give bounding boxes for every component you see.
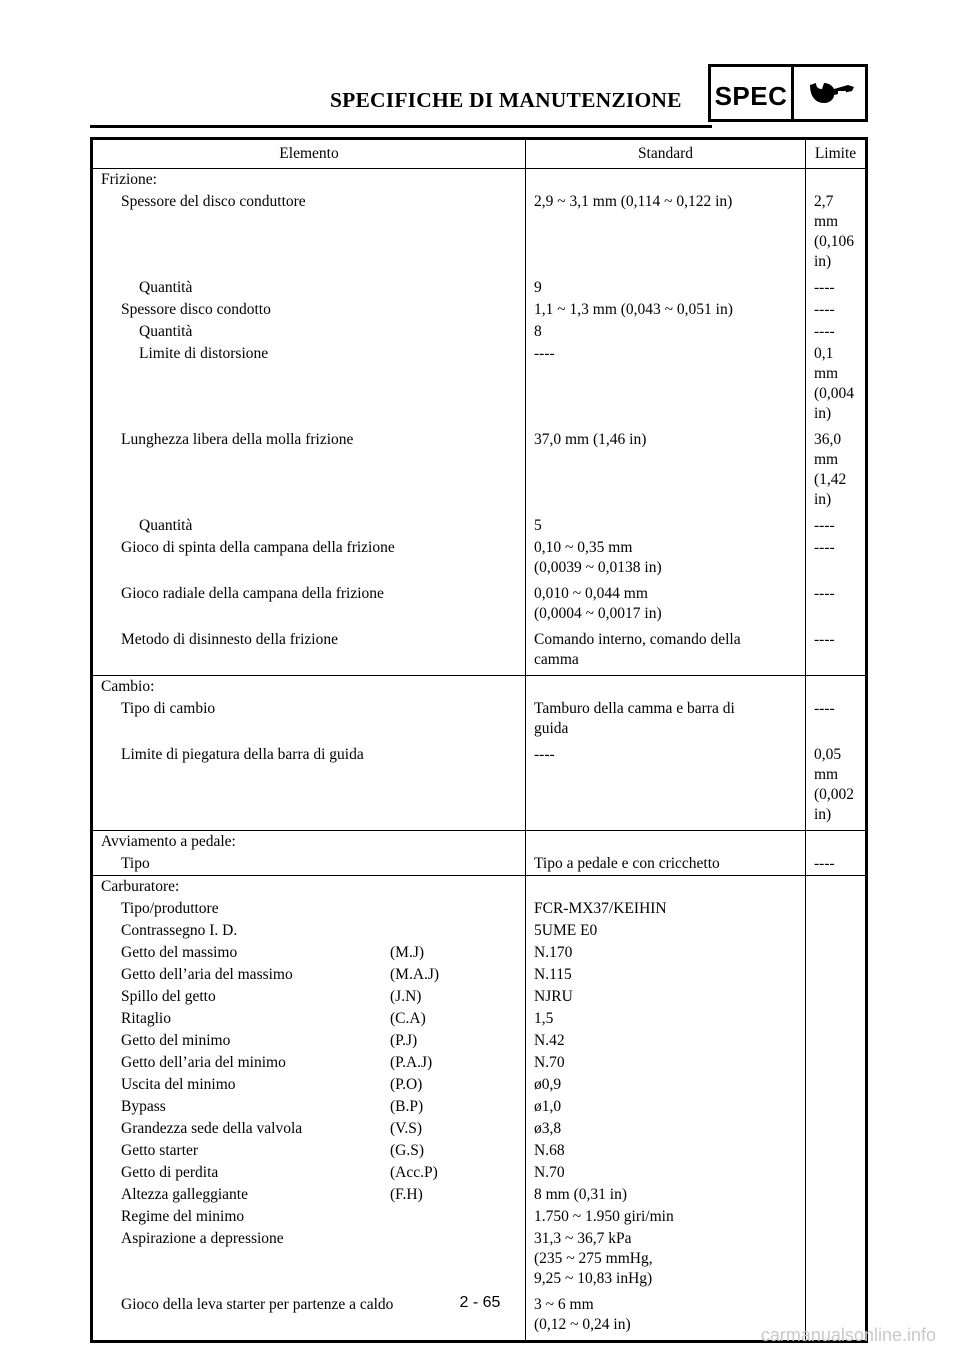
item-code: (F.H)	[390, 1186, 423, 1203]
limit-cell	[806, 629, 867, 676]
item-label: Getto di perdita	[121, 1164, 219, 1181]
header-rule	[90, 125, 712, 128]
item-label: Ritaglio	[121, 1010, 171, 1027]
standard-cell	[526, 515, 806, 537]
item-label: Aspirazione a depressione	[121, 1230, 284, 1247]
table-row	[92, 942, 867, 964]
item-cell	[92, 1162, 526, 1184]
page-number: 2 - 65	[459, 1294, 501, 1311]
table-row	[92, 583, 867, 629]
item-label: Contrassegno I. D.	[121, 922, 238, 939]
limit-cell	[806, 583, 867, 629]
page-title: SPECIFICHE DI MANUTENZIONE	[330, 88, 682, 112]
limit-cell	[806, 920, 867, 942]
standard-cell	[526, 321, 806, 343]
section-row	[92, 676, 867, 699]
item-label: Bypass	[121, 1098, 166, 1115]
table-row	[92, 321, 867, 343]
table-row	[92, 1228, 867, 1294]
spec-badge-label: SPEC	[714, 81, 788, 111]
limit-value: ----	[814, 585, 835, 602]
table-row	[92, 1184, 867, 1206]
standard-value: N.170	[534, 944, 573, 961]
column-header-elemento: Elemento	[92, 139, 526, 169]
standard-value: Comando interno, comando della	[534, 631, 741, 648]
item-label: Altezza galleggiante	[121, 1186, 248, 1203]
item-label: Gioco della leva starter per partenze a caldo	[121, 1296, 394, 1313]
section-row	[92, 169, 867, 192]
standard-value: 1.750 ~ 1.950 giri/min	[534, 1208, 674, 1225]
item-cell	[92, 898, 526, 920]
section-title: Frizione:	[92, 169, 526, 192]
limit-cell	[806, 853, 867, 876]
table-row	[92, 299, 867, 321]
standard-value: camma	[534, 651, 579, 668]
item-label: Getto dell’aria del minimo	[121, 1054, 286, 1071]
watermark: carmanualsonline.info	[760, 1325, 936, 1345]
limit-value: ----	[814, 323, 835, 340]
standard-value: 0,010 ~ 0,044 mm	[534, 585, 648, 602]
item-cell	[92, 853, 526, 876]
limit-cell	[806, 1206, 867, 1228]
limit-cell	[806, 1118, 867, 1140]
limit-cell	[806, 698, 867, 744]
item-label: Regime del minimo	[121, 1208, 245, 1225]
section-title: Cambio:	[92, 676, 526, 699]
table-header-row	[92, 139, 867, 169]
standard-cell	[526, 853, 806, 876]
item-cell	[92, 583, 526, 629]
standard-value: N.115	[534, 966, 572, 983]
table-row	[92, 698, 867, 744]
standard-cell	[526, 537, 806, 583]
spec-table	[90, 137, 868, 1343]
standard-value: ----	[534, 345, 555, 362]
empty-cell	[806, 876, 867, 899]
limit-value: ----	[814, 279, 835, 296]
item-code: (J.N)	[390, 988, 422, 1005]
standard-value: N.70	[534, 1164, 565, 1181]
limit-value: ----	[814, 855, 835, 872]
item-label: Getto del minimo	[121, 1032, 231, 1049]
item-label: Getto del massimo	[121, 944, 238, 961]
standard-value: Tipo a pedale e con cricchetto	[534, 855, 720, 872]
item-cell	[92, 1096, 526, 1118]
standard-cell	[526, 1206, 806, 1228]
standard-value: Tamburo della camma e barra di	[534, 700, 735, 717]
item-code: (V.S)	[390, 1120, 423, 1137]
limit-value: ----	[814, 301, 835, 318]
table-row	[92, 1140, 867, 1162]
item-label: Spessore del disco conduttore	[121, 193, 306, 210]
table-row	[92, 1118, 867, 1140]
item-code: (P.O)	[390, 1076, 423, 1093]
item-cell	[92, 1140, 526, 1162]
item-label: Spillo del getto	[121, 988, 216, 1005]
limit-cell	[806, 942, 867, 964]
limit-value: 2,7 mm	[814, 193, 839, 230]
limit-cell	[806, 1030, 867, 1052]
empty-cell	[806, 831, 867, 854]
table-row	[92, 920, 867, 942]
standard-cell	[526, 1140, 806, 1162]
table-row	[92, 744, 867, 831]
table-row	[92, 537, 867, 583]
item-cell	[92, 920, 526, 942]
item-code: (Acc.P)	[390, 1164, 438, 1181]
item-cell	[92, 537, 526, 583]
table-row	[92, 1030, 867, 1052]
standard-cell	[526, 1074, 806, 1096]
item-label: Tipo di cambio	[121, 700, 216, 717]
standard-cell	[526, 1162, 806, 1184]
limit-cell	[806, 191, 867, 277]
standard-value: guida	[534, 720, 569, 737]
limit-cell	[806, 964, 867, 986]
standard-value: ----	[534, 746, 555, 763]
standard-value: ø3,8	[534, 1120, 562, 1137]
item-code: (M.J)	[390, 944, 425, 961]
item-label: Quantità	[139, 517, 193, 534]
wrench-icon	[808, 81, 856, 107]
limit-value: ----	[814, 631, 835, 648]
limit-cell	[806, 1096, 867, 1118]
empty-cell	[806, 676, 867, 699]
item-code: (C.A)	[390, 1010, 426, 1027]
table-row	[92, 853, 867, 876]
standard-cell	[526, 698, 806, 744]
table-row	[92, 515, 867, 537]
standard-value: ø0,9	[534, 1076, 562, 1093]
standard-cell	[526, 343, 806, 429]
limit-value: (0,106 in)	[814, 233, 855, 270]
spec-badge	[708, 64, 794, 122]
limit-value: 0,05 mm	[814, 746, 842, 783]
item-cell	[92, 515, 526, 537]
limit-cell	[806, 1052, 867, 1074]
item-label: Getto dell’aria del massimo	[121, 966, 293, 983]
item-cell	[92, 1052, 526, 1074]
item-label: Quantità	[139, 323, 193, 340]
standard-cell	[526, 277, 806, 299]
standard-value: 5UME E0	[534, 922, 598, 939]
table-row	[92, 1074, 867, 1096]
table-row	[92, 629, 867, 676]
empty-cell	[526, 676, 806, 699]
standard-cell	[526, 299, 806, 321]
item-cell	[92, 277, 526, 299]
standard-value: 31,3 ~ 36,7 kPa	[534, 1230, 632, 1247]
column-header-limite: Limite	[806, 139, 867, 169]
item-cell	[92, 429, 526, 515]
empty-cell	[806, 169, 867, 192]
item-cell	[92, 1008, 526, 1030]
standard-cell	[526, 942, 806, 964]
standard-value: 1,5	[534, 1010, 554, 1027]
table-row	[92, 277, 867, 299]
limit-cell	[806, 898, 867, 920]
standard-value: 0,10 ~ 0,35 mm	[534, 539, 633, 556]
item-label: Grandezza sede della valvola	[121, 1120, 303, 1137]
item-label: Lunghezza libera della molla frizione	[121, 431, 354, 448]
limit-value: 36,0 mm	[814, 431, 842, 468]
item-cell	[92, 629, 526, 676]
standard-cell	[526, 744, 806, 831]
limit-cell	[806, 1074, 867, 1096]
standard-value: (0,0039 ~ 0,0138 in)	[534, 559, 662, 576]
standard-value: (0,12 ~ 0,24 in)	[534, 1316, 631, 1333]
item-cell	[92, 1184, 526, 1206]
table-row	[92, 1096, 867, 1118]
limit-cell	[806, 277, 867, 299]
section-title: Carburatore:	[92, 876, 526, 899]
limit-cell	[806, 986, 867, 1008]
item-cell	[92, 343, 526, 429]
limit-value: (0,004 in)	[814, 385, 855, 422]
item-cell	[92, 942, 526, 964]
standard-value: N.70	[534, 1054, 565, 1071]
item-label: Limite di piegatura della barra di guida	[121, 746, 364, 763]
item-code: (P.A.J)	[390, 1054, 433, 1071]
item-cell	[92, 986, 526, 1008]
standard-cell	[526, 191, 806, 277]
table-row	[92, 343, 867, 429]
item-cell	[92, 1228, 526, 1294]
standard-cell	[526, 429, 806, 515]
item-label: Getto starter	[121, 1142, 199, 1159]
item-label: Gioco di spinta della campana della frizione	[121, 539, 395, 556]
standard-cell	[526, 1030, 806, 1052]
section-row	[92, 831, 867, 854]
standard-value: 1,1 ~ 1,3 mm (0,043 ~ 0,051 in)	[534, 301, 733, 318]
standard-value: FCR-MX37/KEIHIN	[534, 900, 667, 917]
wrench-badge	[791, 64, 868, 122]
standard-cell	[526, 964, 806, 986]
item-cell	[92, 1118, 526, 1140]
limit-value: (0,002 in)	[814, 786, 855, 823]
table-row	[92, 898, 867, 920]
standard-cell	[526, 629, 806, 676]
limit-cell	[806, 343, 867, 429]
standard-value: (235 ~ 275 mmHg,	[534, 1250, 653, 1267]
section-title: Avviamento a pedale:	[92, 831, 526, 854]
limit-cell	[806, 299, 867, 321]
standard-value: 2,9 ~ 3,1 mm (0,114 ~ 0,122 in)	[534, 193, 733, 210]
table-row	[92, 1052, 867, 1074]
item-label: Metodo di disinnesto della frizione	[121, 631, 338, 648]
standard-cell	[526, 986, 806, 1008]
item-cell	[92, 964, 526, 986]
item-code: (B.P)	[390, 1098, 424, 1115]
standard-cell	[526, 1008, 806, 1030]
standard-value: 9,25 ~ 10,83 inHg)	[534, 1270, 653, 1287]
item-code: (P.J)	[390, 1032, 418, 1049]
standard-value: ø1,0	[534, 1098, 562, 1115]
table-row	[92, 986, 867, 1008]
empty-cell	[526, 831, 806, 854]
item-label: Gioco radiale della campana della frizione	[121, 585, 384, 602]
empty-cell	[526, 169, 806, 192]
standard-value: N.42	[534, 1032, 565, 1049]
limit-cell	[806, 1184, 867, 1206]
item-label: Tipo/produttore	[121, 900, 219, 917]
table-row	[92, 1008, 867, 1030]
limit-cell	[806, 321, 867, 343]
item-code: (G.S)	[390, 1142, 425, 1159]
standard-cell	[526, 1118, 806, 1140]
limit-value: 0,1 mm	[814, 345, 839, 382]
item-cell	[92, 1074, 526, 1096]
limit-value: ----	[814, 539, 835, 556]
page-header	[90, 64, 868, 124]
column-header-standard: Standard	[526, 139, 806, 169]
item-label: Uscita del minimo	[121, 1076, 236, 1093]
limit-cell	[806, 1162, 867, 1184]
limit-cell	[806, 429, 867, 515]
standard-value: 9	[534, 279, 542, 296]
item-label: Quantità	[139, 279, 193, 296]
item-label: Spessore disco condotto	[121, 301, 271, 318]
table-row	[92, 429, 867, 515]
standard-cell	[526, 1052, 806, 1074]
item-cell	[92, 698, 526, 744]
limit-cell	[806, 1008, 867, 1030]
limit-cell	[806, 515, 867, 537]
item-label: Limite di distorsione	[139, 345, 269, 362]
table-row	[92, 1162, 867, 1184]
standard-value: 8	[534, 323, 542, 340]
standard-cell	[526, 920, 806, 942]
empty-cell	[526, 876, 806, 899]
standard-value: 5	[534, 517, 542, 534]
standard-value: 3 ~ 6 mm	[534, 1296, 594, 1313]
limit-value: ----	[814, 700, 835, 717]
item-cell	[92, 1206, 526, 1228]
table-body	[92, 169, 867, 1342]
limit-cell	[806, 744, 867, 831]
item-cell	[92, 299, 526, 321]
item-label: Tipo	[121, 855, 150, 872]
item-cell	[92, 191, 526, 277]
table-row	[92, 964, 867, 986]
item-code: (M.A.J)	[390, 966, 440, 983]
limit-cell	[806, 1228, 867, 1294]
standard-value: (0,0004 ~ 0,0017 in)	[534, 605, 662, 622]
item-cell	[92, 744, 526, 831]
standard-value: 8 mm (0,31 in)	[534, 1186, 627, 1203]
limit-cell	[806, 1140, 867, 1162]
standard-cell	[526, 898, 806, 920]
limit-value: (1,42 in)	[814, 471, 847, 508]
limit-value: ----	[814, 517, 835, 534]
standard-cell	[526, 583, 806, 629]
standard-cell	[526, 1096, 806, 1118]
item-cell	[92, 321, 526, 343]
table-row	[92, 1206, 867, 1228]
limit-cell	[806, 537, 867, 583]
item-cell	[92, 1030, 526, 1052]
standard-value: 37,0 mm (1,46 in)	[534, 431, 647, 448]
section-row	[92, 876, 867, 899]
standard-value: NJRU	[534, 988, 573, 1005]
table-row	[92, 191, 867, 277]
standard-cell	[526, 1228, 806, 1294]
standard-value: N.68	[534, 1142, 565, 1159]
standard-cell	[526, 1184, 806, 1206]
